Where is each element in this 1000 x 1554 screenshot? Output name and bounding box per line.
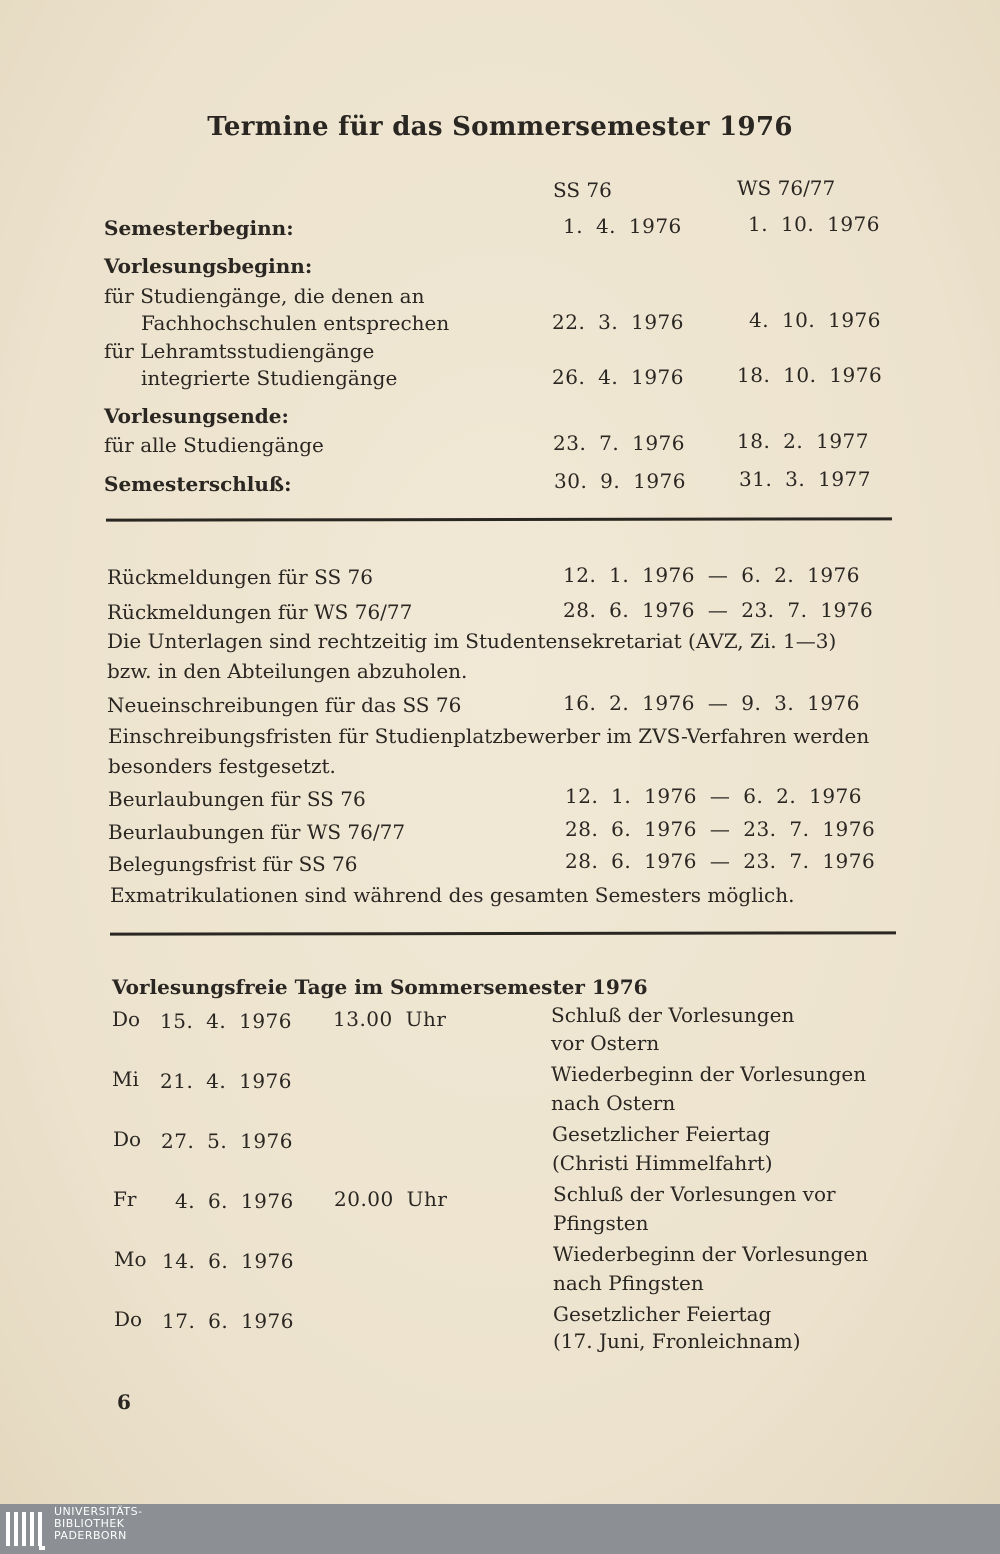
holiday-4-desc-line1: Schluß der Vorlesungen vor [553, 1182, 836, 1206]
holiday-6-desc-line1: Gesetzlicher Feiertag [553, 1302, 772, 1326]
holiday-1-time: 13.00 Uhr [333, 1007, 447, 1031]
ws-vb-row1: 4. 10. 1976 [749, 308, 882, 332]
library-name [54, 1506, 143, 1542]
page-title: Termine für das Sommersemester 1976 [207, 112, 793, 142]
ss-semesterschluss: 30. 9. 1976 [554, 469, 687, 493]
holiday-5-desc-line2: nach Pfingsten [553, 1271, 704, 1295]
library-logo-icon [6, 1508, 46, 1550]
holiday-2-day: Mi [112, 1067, 139, 1091]
holiday-1-date: 15. 4. 1976 [160, 1009, 293, 1033]
note-exmatrikulation: Exmatrikulationen sind während des gesamten Semesters möglich. [110, 883, 795, 907]
library-name-line3: PADERBORN [54, 1529, 127, 1542]
holiday-1-desc-line1: Schluß der Vorlesungen [551, 1003, 795, 1027]
library-name-line2: BIBLIOTHEK [54, 1517, 125, 1530]
ws-semesterschluss: 31. 3. 1977 [739, 467, 872, 491]
ss-vb-row1: 22. 3. 1976 [552, 310, 685, 334]
vb-row2-line2: integrierte Studiengänge [141, 366, 398, 390]
ss-semesterbeginn: 1. 4. 1976 [563, 214, 682, 238]
holiday-3-desc-line1: Gesetzlicher Feiertag [552, 1122, 771, 1146]
holiday-4-desc-line2: Pfingsten [553, 1211, 649, 1235]
holiday-2-desc-line1: Wiederbeginn der Vorlesungen [551, 1062, 867, 1086]
deadline-neueinschreibung: Neueinschreibungen für das SS 76 [107, 693, 462, 717]
library-footer [0, 1504, 1000, 1554]
ve-line1: für alle Studiengänge [104, 433, 324, 457]
holiday-1-desc-line2: vor Ostern [551, 1031, 660, 1055]
deadline-beurlaubung-ws: Beurlaubungen für WS 76/77 [108, 820, 406, 844]
note-unterlagen-line2: bzw. in den Abteilungen abzuholen. [107, 659, 468, 683]
note-unterlagen-line1: Die Unterlagen sind rechtzeitig im Studentensekretariat (AVZ, Zi. 1—3) [107, 629, 837, 653]
holiday-2-desc-line2: nach Ostern [551, 1091, 676, 1115]
holidays-title: Vorlesungsfreie Tage im Sommersemester 1976 [112, 975, 648, 999]
holiday-1-day: Do [112, 1007, 141, 1031]
label-vorlesungsbeginn: Vorlesungsbeginn: [104, 254, 313, 278]
library-name-line1: UNIVERSITÄTS- [54, 1505, 143, 1518]
range-beurlaubung-ws: 28. 6. 1976 — 23. 7. 1976 [565, 817, 876, 841]
ss-vorlesungsende: 23. 7. 1976 [553, 431, 686, 455]
ss-vb-row2: 26. 4. 1976 [552, 365, 685, 389]
deadline-beurlaubung-ss: Beurlaubungen für SS 76 [108, 787, 366, 811]
vb-row1-line1: für Studiengänge, die denen an [104, 284, 425, 308]
note-zvs-line1: Einschreibungsfristen für Studienplatzbewerber im ZVS-Verfahren werden [108, 724, 870, 748]
range-rueckmeldung-ss: 12. 1. 1976 — 6. 2. 1976 [563, 563, 860, 587]
range-neueinschreibung: 16. 2. 1976 — 9. 3. 1976 [563, 691, 860, 715]
ws-vb-row2: 18. 10. 1976 [737, 363, 883, 387]
holiday-6-day: Do [114, 1307, 143, 1331]
column-header-ss: SS 76 [553, 178, 612, 202]
ws-vorlesungsende: 18. 2. 1977 [737, 429, 870, 453]
holiday-6-date: 17. 6. 1976 [162, 1309, 295, 1333]
range-rueckmeldung-ws: 28. 6. 1976 — 23. 7. 1976 [563, 598, 874, 622]
holiday-4-day: Fr [113, 1187, 137, 1211]
holiday-5-day: Mo [114, 1247, 147, 1271]
holiday-3-date: 27. 5. 1976 [161, 1129, 294, 1153]
range-beurlaubung-ss: 12. 1. 1976 — 6. 2. 1976 [565, 784, 862, 808]
note-zvs-line2: besonders festgesetzt. [108, 754, 336, 778]
holiday-5-date: 14. 6. 1976 [162, 1249, 295, 1273]
deadline-belegungsfrist: Belegungsfrist für SS 76 [108, 852, 358, 876]
deadline-rueckmeldung-ss: Rückmeldungen für SS 76 [107, 565, 373, 589]
divider-1 [106, 517, 892, 521]
vb-row2-line1: für Lehramtsstudiengänge [104, 339, 375, 363]
deadline-rueckmeldung-ws: Rückmeldungen für WS 76/77 [107, 600, 413, 624]
label-vorlesungsende: Vorlesungsende: [104, 404, 289, 428]
holiday-4-date: 4. 6. 1976 [175, 1189, 294, 1213]
label-semesterbeginn: Semesterbeginn: [104, 216, 294, 240]
divider-2 [110, 931, 896, 935]
label-semesterschluss: Semesterschluß: [104, 472, 292, 496]
ws-semesterbeginn: 1. 10. 1976 [748, 212, 881, 236]
page-number: 6 [117, 1390, 131, 1414]
holiday-2-date: 21. 4. 1976 [160, 1069, 293, 1093]
holiday-3-desc-line2: (Christi Himmelfahrt) [552, 1151, 773, 1175]
holiday-3-day: Do [113, 1127, 142, 1151]
holiday-5-desc-line1: Wiederbeginn der Vorlesungen [553, 1242, 869, 1266]
column-header-ws: WS 76/77 [737, 176, 836, 200]
range-belegungsfrist: 28. 6. 1976 — 23. 7. 1976 [565, 849, 876, 873]
holiday-4-time: 20.00 Uhr [334, 1187, 448, 1211]
holiday-6-desc-line2: (17. Juni, Fronleichnam) [553, 1329, 801, 1353]
vb-row1-line2: Fachhochschulen entsprechen [141, 311, 450, 335]
